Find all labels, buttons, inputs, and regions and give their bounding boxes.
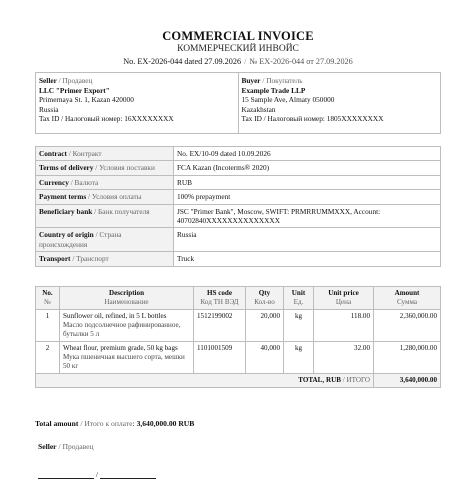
cell-unit: kg [284,342,314,374]
total-amount-label: Total amount [35,419,79,428]
parties-box [35,72,441,134]
invoice-number-en: No. EX-2026-044 dated 27.09.2026 [123,57,242,66]
cell-unit-price: 118.00 [314,310,374,342]
terms-row-contract [36,147,441,161]
buyer-tax-label: Tax ID / Налоговый номер: [241,114,325,124]
cell-no: 1 [36,310,60,342]
cell-unit: kg [284,310,314,342]
terms-value: Russia [174,228,441,252]
goods-table [35,286,441,388]
seller-label-ru: / Продавец [58,76,93,85]
cell-qty: 40,000 [246,342,284,374]
buyer-name: Example Trade LLP [241,85,306,95]
table-row [36,310,441,342]
terms-value: Truck [174,252,441,266]
buyer-label-ru: / Покупатель [262,76,303,85]
seller-block [36,73,238,133]
terms-value: JSC "Primer Bank", Moscow, SWIFT: PRMRRUMMXXX, Account: 40702840XXXXXXXXXXXXXX [174,204,441,228]
signature-separator: / [95,470,99,479]
terms-row-payment [36,190,441,204]
cell-amount: 2,360,000.00 [374,310,441,342]
terms-value: 100% prepayment [174,190,441,204]
total-value: 3,640,000.00 [374,374,441,388]
seller-tax-id: 16XXXXXXXX [124,114,174,124]
terms-value: RUB [174,175,441,189]
seller-signature-label: Seller / Продавец [38,442,94,451]
cell-description: Sunflower oil, refined, in 5 L bottles Масло подсолнечное рафинированное, бутылки 5 л [60,310,194,342]
terms-key: Contract / Контракт [36,147,174,161]
terms-key: Transport / Транспорт [36,252,174,266]
invoice-number-ru: № EX-2026-044 от 27.09.2026 [249,57,353,66]
col-unit: Unit Ед. [284,287,314,310]
terms-row-transport [36,252,441,266]
col-unit-price: Unit price Цена [314,287,374,310]
col-description: Description Наименование [60,287,194,310]
col-no: No. № [36,287,60,310]
cell-hs-code: 1101001509 [194,342,246,374]
invoice-number-line [0,57,476,66]
document-title: COMMERCIAL INVOICE [162,29,314,43]
seller-tax-label: Tax ID / Налоговый номер: [39,114,123,124]
cell-no: 2 [36,342,60,374]
total-amount-value: 3,640,000.00 RUB [136,419,195,428]
col-hs-code: HS code Код ТН ВЭД [194,287,246,310]
table-row [36,342,441,374]
total-row [36,374,441,388]
buyer-tax-id: 1805XXXXXXXX [326,114,384,124]
terms-row-bank [36,204,441,228]
cell-amount: 1,280,000.00 [374,342,441,374]
total-amount-line: Total amount / Итого к оплате: 3,640,000.00 RUB [35,419,195,428]
cell-qty: 20,000 [246,310,284,342]
cell-hs-code: 1512199002 [194,310,246,342]
total-label: TOTAL, RUB / ИТОГО [36,374,374,388]
terms-row-origin [36,228,441,252]
col-qty: Qty Кол-во [246,287,284,310]
buyer-address: 15 Sample Ave, Almaty 050000 [241,95,335,105]
terms-value: FCA Kazan (Incoterms® 2020) [174,161,441,175]
name-blank [100,471,156,479]
signature-blank [38,471,94,479]
terms-key: Terms of delivery / Условия поставки [36,161,174,175]
cell-description: Wheat flour, premium grade, 50 kg bags Мука пшеничная высшего сорта, мешки 50 кг [60,342,194,374]
terms-table [35,146,441,267]
buyer-block [238,73,441,133]
terms-key: Payment terms / Условия оплаты [36,190,174,204]
terms-key: Beneficiary bank / Банк получателя [36,204,174,228]
signature-line [38,470,156,479]
terms-row-currency [36,175,441,189]
cell-unit-price: 32.00 [314,342,374,374]
col-amount: Amount Сумма [374,287,441,310]
seller-country: Russia [39,104,59,114]
seller-label: Seller [39,76,57,85]
buyer-country: Kazakhstan [241,104,276,114]
goods-header-row [36,287,441,310]
terms-key: Country of origin / Страна происхождения [36,228,174,252]
terms-row-delivery [36,161,441,175]
terms-key: Currency / Валюта [36,175,174,189]
invoice-number-separator: / [244,57,247,66]
buyer-label: Buyer [241,76,261,85]
seller-address: Primernaya St. 1, Kazan 420000 [39,95,134,105]
seller-name: LLC "Primer Export" [39,85,110,95]
document-subtitle: КОММЕРЧЕСКИЙ ИНВОЙС [177,44,299,54]
total-amount-label-ru: / Итого к оплате [80,419,133,428]
terms-value: No. EX/10-09 dated 10.09.2026 [174,147,441,161]
